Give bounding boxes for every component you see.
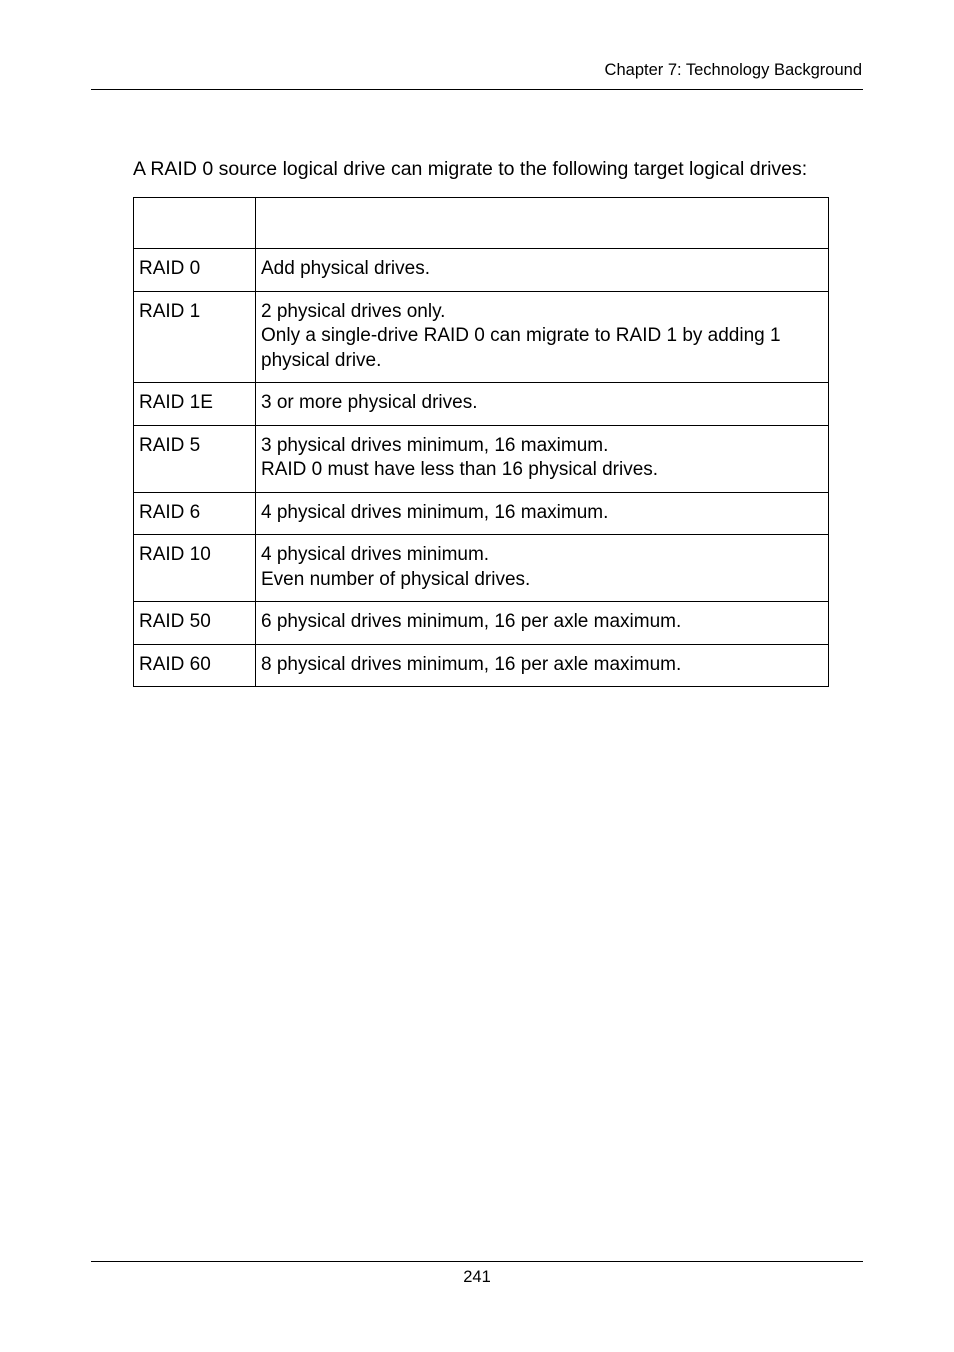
header-cell-requirements xyxy=(256,198,829,249)
requirement-cell xyxy=(256,383,829,426)
table-row xyxy=(134,383,829,426)
requirement-cell xyxy=(256,535,829,602)
requirement-cell xyxy=(256,249,829,292)
requirement-line: 6 physical drives minimum, 16 per axle maximum. xyxy=(261,611,682,632)
requirement-cell xyxy=(256,644,829,687)
table-header-row xyxy=(134,198,829,249)
table-row xyxy=(134,492,829,535)
migration-table xyxy=(133,197,829,687)
table-row xyxy=(134,291,829,383)
requirement-line: 3 physical drives minimum, 16 maximum. xyxy=(261,434,609,456)
page-number: 241 xyxy=(463,1268,491,1286)
requirement-line: Only a single-drive RAID 0 can migrate to RAID 1 by adding 1 physical drive. xyxy=(261,325,781,371)
requirement-cell xyxy=(256,602,829,645)
requirement-line: Even number of physical drives. xyxy=(261,568,531,590)
footer-rule xyxy=(91,1261,863,1262)
requirement-line: 8 physical drives minimum, 16 per axle maximum. xyxy=(261,653,682,675)
requirement-cell xyxy=(256,492,829,535)
requirement-line: RAID 0 must have less than 16 physical drives. xyxy=(261,459,659,480)
raid-level-cell: RAID 1E xyxy=(134,383,256,426)
raid-level-cell: RAID 5 xyxy=(134,425,256,492)
requirement-line: 3 or more physical drives. xyxy=(261,392,478,413)
table-row xyxy=(134,425,829,492)
requirement-line: 4 physical drives minimum. xyxy=(261,544,490,565)
table-row xyxy=(134,602,829,645)
raid-level-cell: RAID 10 xyxy=(134,535,256,602)
header-rule xyxy=(91,89,863,90)
table-row xyxy=(134,644,829,687)
requirement-line: Add physical drives. xyxy=(261,258,430,279)
table-row xyxy=(134,249,829,292)
table-row xyxy=(134,535,829,602)
raid-level-cell: RAID 6 xyxy=(134,492,256,535)
intro-paragraph: A RAID 0 source logical drive can migrate to the following target logical drives: xyxy=(133,158,808,180)
raid-level-cell: RAID 60 xyxy=(134,644,256,687)
running-header: Chapter 7: Technology Background xyxy=(604,61,862,79)
requirement-cell xyxy=(256,425,829,492)
raid-level-cell: RAID 50 xyxy=(134,602,256,645)
raid-level-cell: RAID 0 xyxy=(134,249,256,292)
requirement-cell xyxy=(256,291,829,383)
raid-level-cell: RAID 1 xyxy=(134,291,256,383)
requirement-line: 4 physical drives minimum, 16 maximum. xyxy=(261,501,609,523)
requirement-line: 2 physical drives only. xyxy=(261,300,446,322)
header-cell-level xyxy=(134,198,256,249)
